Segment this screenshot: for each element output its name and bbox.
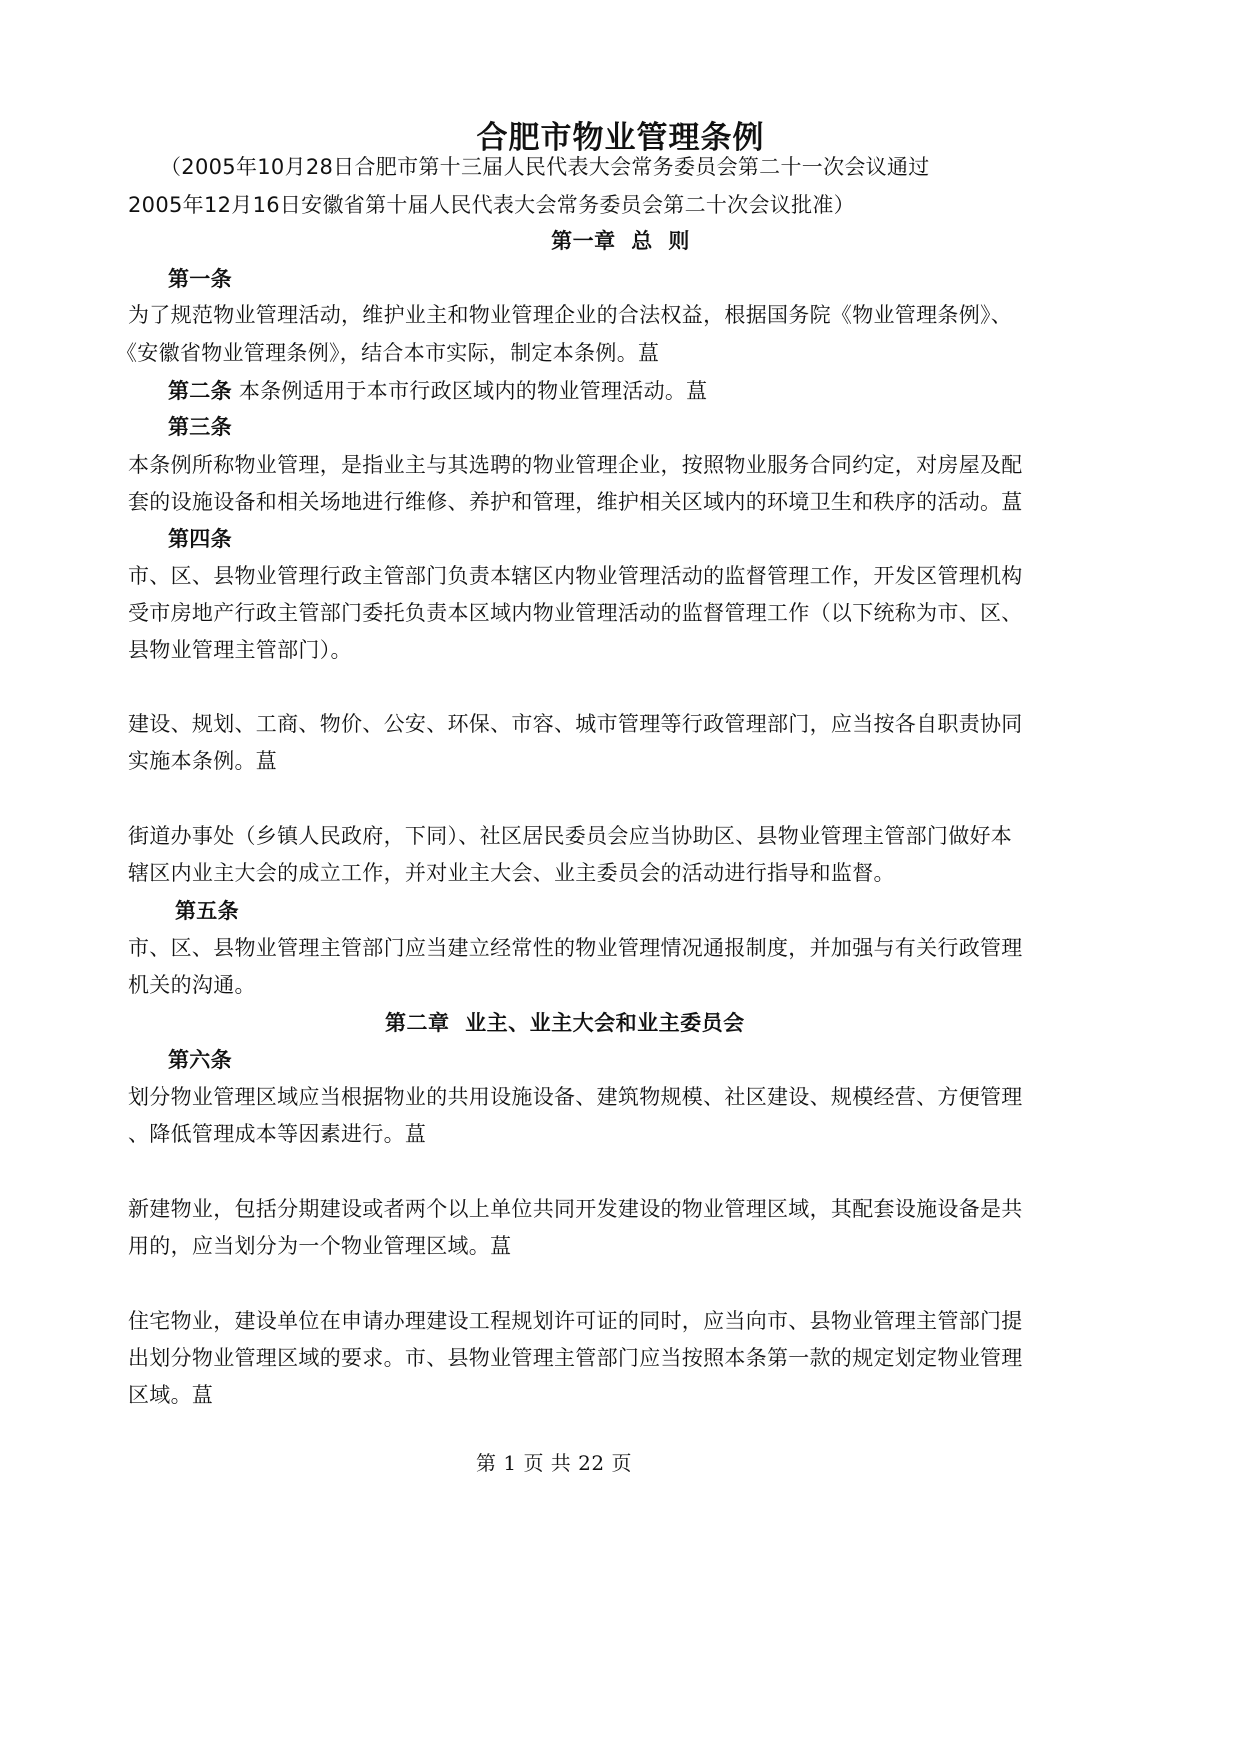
- document-title: 合肥市物业管理条例: [476, 120, 765, 156]
- article-6-p3-line-1: 住宅物业，建设单位在申请办理建设工程规划许可证的同时，应当向市、县物业管理主管部门提: [128, 1309, 1023, 1333]
- article-6-p2-line-1: 新建物业，包括分期建设或者两个以上单位共同开发建设的物业管理区域，其配套设施设备是共: [128, 1197, 1023, 1221]
- article-6-p1-line-1: 划分物业管理区域应当根据物业的共用设施设备、建筑物规模、社区建设、规模经营、方便管理: [128, 1085, 1023, 1109]
- article-4-p3-line-1: 街道办事处（乡镇人民政府，下同）、社区居民委员会应当协助区、县物业管理主管部门做好本: [128, 824, 1013, 848]
- approval-note-line-2: 2005年12月16日安徽省第十届人民代表大会常务委员会第二十次会议批准）: [128, 193, 855, 217]
- chapter-1-heading: 第一章 总 则: [551, 229, 690, 253]
- article-6-p2-line-2: 用的，应当划分为一个物业管理区域。蒀: [128, 1234, 512, 1258]
- article-3-heading: 第三条: [168, 415, 232, 439]
- chapter-2-heading: 第二章 业主、业主大会和业主委员会: [385, 1011, 745, 1035]
- article-2-text: 本条例适用于本市行政区域内的物业管理活动。蒀: [231, 379, 708, 403]
- article-1-line-1: 为了规范物业管理活动，维护业主和物业管理企业的合法权益，根据国务院《物业管理条例》、: [128, 303, 1013, 327]
- article-5-line-2: 机关的沟通。: [128, 973, 256, 997]
- article-6-p1-line-2: 、降低管理成本等因素进行。蒀: [128, 1122, 427, 1146]
- page-number-footer: 第 1 页 共 22 页: [476, 1451, 632, 1475]
- article-6-heading: 第六条: [168, 1048, 232, 1072]
- article-4-p3-line-2: 辖区内业主大会的成立工作，并对业主大会、业主委员会的活动进行指导和监督。: [128, 861, 895, 885]
- article-1-line-2: 《安徽省物业管理条例》，结合本市实际，制定本条例。蒀: [116, 341, 660, 365]
- article-3-line-1: 本条例所称物业管理，是指业主与其选聘的物业管理企业，按照物业服务合同约定，对房屋及配: [128, 453, 1023, 477]
- article-3-line-2: 套的设施设备和相关场地进行维修、养护和管理，维护相关区域内的环境卫生和秩序的活动。蒀: [128, 490, 1023, 514]
- article-6-p3-line-2: 出划分物业管理区域的要求。市、县物业管理主管部门应当按照本条第一款的规定划定物业管理: [128, 1346, 1023, 1370]
- article-4-p1-line-1: 市、区、县物业管理行政主管部门负责本辖区内物业管理活动的监督管理工作，开发区管理机构: [128, 564, 1023, 588]
- article-4-p2-line-2: 实施本条例。蒀: [128, 749, 278, 773]
- article-2-paragraph: [168, 376, 707, 406]
- article-4-heading: 第四条: [168, 527, 232, 551]
- article-5-heading: 第五条: [175, 899, 239, 923]
- article-1-heading: 第一条: [168, 267, 232, 291]
- article-5-line-1: 市、区、县物业管理主管部门应当建立经常性的物业管理情况通报制度，并加强与有关行政管理: [128, 936, 1023, 960]
- article-4-p1-line-2: 受市房地产行政主管部门委托负责本区域内物业管理活动的监督管理工作（以下统称为市、区、: [128, 601, 1023, 625]
- article-2-heading: 第二条: [168, 379, 232, 403]
- article-6-p3-line-3: 区域。蒀: [128, 1383, 214, 1407]
- article-4-p1-line-3: 县物业管理主管部门）。: [128, 638, 352, 662]
- article-4-p2-line-1: 建设、规划、工商、物价、公安、环保、市容、城市管理等行政管理部门，应当按各自职责协同: [128, 712, 1023, 736]
- approval-note-line-1: （2005年10月28日合肥市第十三届人民代表大会常务委员会第二十一次会议通过: [160, 155, 930, 179]
